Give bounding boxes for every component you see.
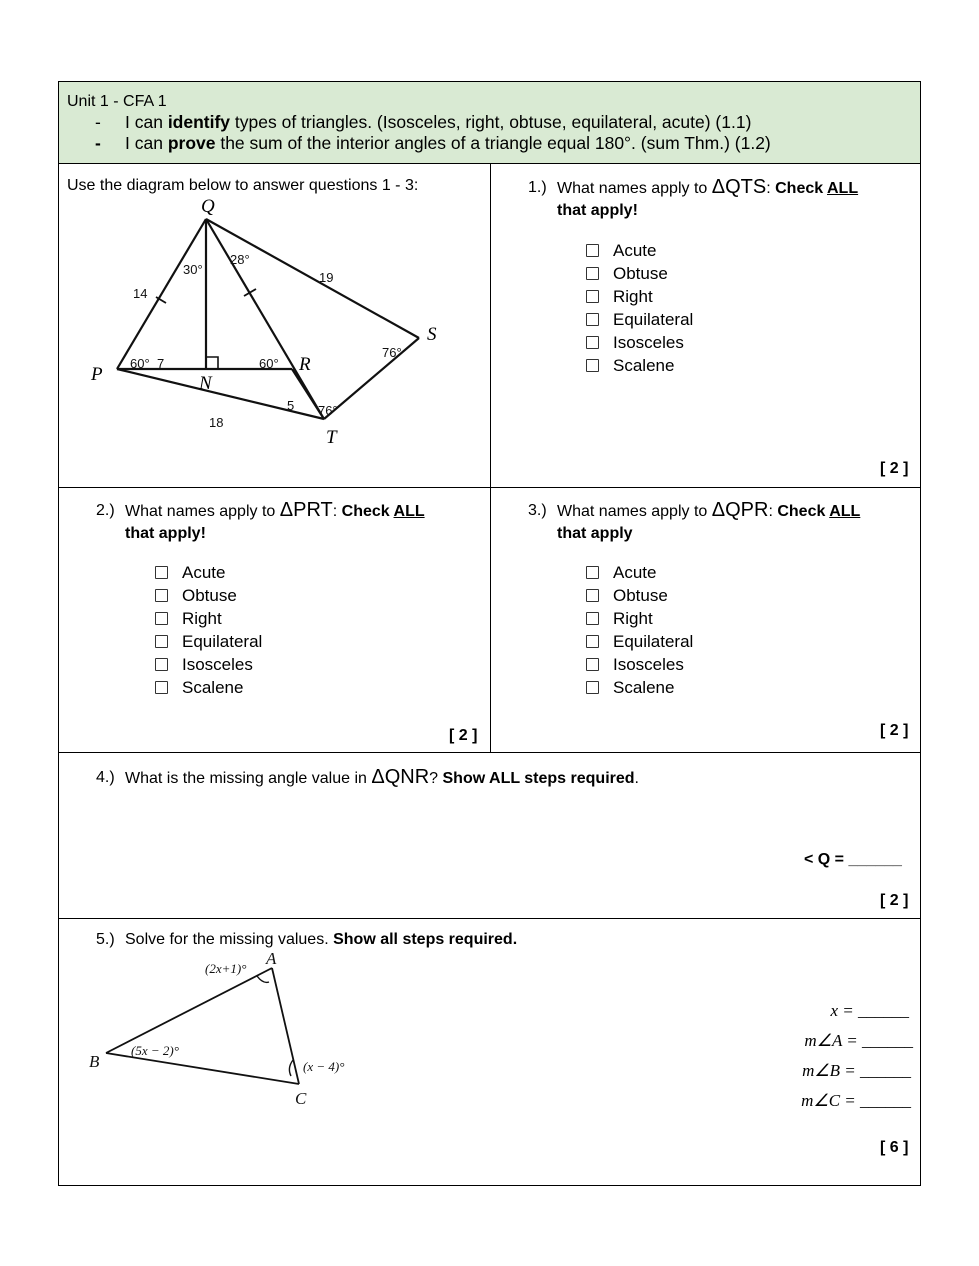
worksheet: Unit 1 - CFA 1 - I can identify types of triangles. (Isosceles, right, obtuse, equilateral, acute) (1.1) - I can prove the sum of the interior angles of a triangle equal 180°. (sum Thm.) (1.2) Use the diagram below to answer questions 1 - 3: Q P N R S T 14 19 18 5 7 30° 28° 60° 60° 76° 76° 1.) What names apply to ΔQTS: Check ALL that apply! Acute Obtuse Right Equilateral Isosceles Scalene [ 2 ] 2.) What names apply to ΔPRT: Check ALL that apply! Acute Obtuse Right Equilateral Isosceles Scalene [ 2 ] 3.) What names apply to ΔQPR: Check ALL that apply Acute Obtuse Right Equilateral Isosceles Scalene [ 2 ] 4.) What is the missing angle value in ΔQNR? Show ALL steps required. < Q = ______ [ 2 ] 5.) Solve for the missing values. Show all steps required. A B C (2x+1)° (5x − 2)° (x − 4)° x = ______ m∠A = ______ m∠B = ______ m∠C = ______ [ 6 ] [58,81,921,1186]
checkbox[interactable] [586,359,599,372]
point-c-label: C [295,1089,307,1108]
side-14-label: 14 [133,286,148,301]
point-b-label: B [89,1052,100,1071]
checkbox[interactable] [586,612,599,625]
answer-x[interactable]: x = ______ [830,1001,909,1020]
q2-points: [ 2 ] [449,727,478,744]
checkbox[interactable] [155,612,168,625]
angle-28-label: 28° [230,252,250,267]
angle-76t-label: 76° [318,403,338,418]
point-r-label: R [299,354,311,375]
checkbox[interactable] [155,658,168,671]
diagram-instruction: Use the diagram below to answer questions 1 - 3: [67,177,419,194]
header-band: Unit 1 - CFA 1 - I can identify types of triangles. (Isosceles, right, obtuse, equilateral, acute) (1.1) - I can prove the sum of the interior angles of a triangle equal 180°. (sum Thm.) (1.2) [59,82,920,164]
row-divider [59,918,920,919]
checkbox[interactable] [155,681,168,694]
angle-a-expression: (2x+1)° [205,961,247,976]
point-q-label: Q [201,196,215,217]
point-n-label: N [199,373,212,394]
checkbox[interactable] [586,658,599,671]
angle-60p-label: 60° [130,356,150,371]
q5-points: [ 6 ] [880,1139,909,1156]
side-19-label: 19 [319,270,334,285]
angle-c-expression: (x − 4)° [303,1059,345,1074]
checkbox[interactable] [586,267,599,280]
point-s-label: S [427,324,437,345]
side-5-label: 5 [287,398,295,413]
checkbox[interactable] [586,313,599,326]
checkbox[interactable] [155,566,168,579]
checkbox[interactable] [155,589,168,602]
angle-b-expression: (5x − 2)° [131,1043,179,1058]
point-t-label: T [326,427,337,448]
point-a-label: A [266,949,277,968]
triangle-diagram-2 [81,944,401,1114]
checkbox[interactable] [586,290,599,303]
checkbox[interactable] [155,635,168,648]
checkbox[interactable] [586,336,599,349]
row-divider [59,752,920,753]
column-divider [490,164,491,752]
angle-76s-label: 76° [382,345,402,360]
point-p-label: P [91,364,103,385]
angle-60r-label: 60° [259,356,279,371]
answer-angle-a[interactable]: m∠A = ______ [804,1031,913,1050]
checkbox[interactable] [586,566,599,579]
triangle-diagram-1 [79,192,459,452]
q3-points: [ 2 ] [880,722,909,739]
checkbox[interactable] [586,635,599,648]
checkbox[interactable] [586,681,599,694]
checkbox[interactable] [586,244,599,257]
unit-title: Unit 1 - CFA 1 [67,93,167,110]
side-7-label: 7 [157,356,165,371]
q4-answer-blank[interactable]: < Q = ______ [804,851,902,868]
checkbox[interactable] [586,589,599,602]
q1-points: [ 2 ] [880,460,909,477]
side-18-label: 18 [209,415,224,430]
answer-angle-b[interactable]: m∠B = ______ [802,1061,911,1080]
q4-points: [ 2 ] [880,892,909,909]
angle-30-label: 30° [183,262,203,277]
answer-angle-c[interactable]: m∠C = ______ [801,1091,911,1110]
